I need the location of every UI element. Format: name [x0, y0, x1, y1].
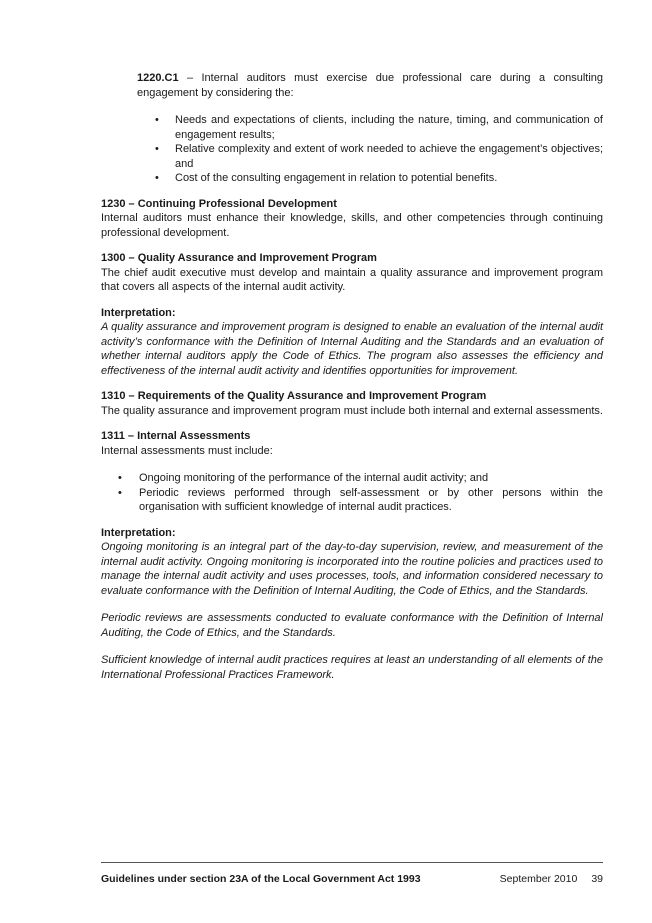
list-item-text: Ongoing monitoring of the performance of the internal audit activity; and — [139, 472, 489, 484]
section-1230-heading: 1230 – Continuing Professional Development — [101, 197, 337, 210]
section-1230-body: Internal auditors must enhance their knowledge, skills, and other competencies through continuing professional development. — [101, 212, 603, 239]
list-item-text: Needs and expectations of clients, including the nature, timing, and communication of engagement results; — [175, 114, 603, 141]
footer-title: Guidelines under section 23A of the Local Government Act 1993 — [101, 873, 421, 885]
list-item — [137, 171, 603, 186]
page-number: 39 — [591, 873, 603, 885]
list-item — [101, 486, 603, 515]
section-1220-c1-code: 1220.C1 — [137, 72, 179, 84]
list-item — [101, 471, 603, 486]
section-1311-interpretation-3: Sufficient knowledge of internal audit practices requires at least an understanding of all elements of the International Professional Practices Framework. — [101, 654, 603, 681]
bullet-icon: • — [155, 114, 159, 126]
section-1311-interpretation-2: Periodic reviews are assessments conducted to evaluate conformance with the Definition of Internal Auditing, the Code of Ethics, and the Standards. — [101, 612, 603, 639]
list-item-text: Cost of the consulting engagement in relation to potential benefits. — [175, 172, 498, 184]
section-1300-body: The chief audit executive must develop and maintain a quality assurance and improvement program that covers all aspects of the internal audit activity. — [101, 266, 603, 293]
bullet-icon: • — [155, 172, 159, 184]
section-1220-c1-bullets — [137, 113, 603, 186]
section-1311-bullets — [101, 471, 603, 515]
section-1220-c1-intro-text: – Internal auditors must exercise due professional care during a consulting engagement by considering the: — [137, 72, 603, 99]
footer-right — [500, 872, 603, 887]
section-1300-interpretation: A quality assurance and improvement program is designed to enable an evaluation of the internal audit activity’s conformance with the Definition of Internal Auditing and the Standards and an evaluation of whether internal auditors apply the Code of Ethics. The program also assesses the efficiency and effectiveness of the internal audit activity and identifies opportunities for improvement. — [101, 321, 603, 377]
list-item-text: Relative complexity and extent of work needed to achieve the engagement’s objectives; and — [175, 143, 603, 170]
section-1300-interpretation-label: Interpretation: — [101, 306, 176, 319]
list-item — [137, 142, 603, 171]
section-1220-c1 — [137, 71, 603, 100]
footer-date: September 2010 — [499, 873, 578, 885]
bullet-icon: • — [155, 143, 159, 155]
list-item-text: Periodic reviews performed through self-assessment or by other persons within the organisation with sufficient knowledge of internal audit practices. — [139, 486, 603, 513]
section-1300-heading: 1300 – Quality Assurance and Improvement Program — [101, 252, 377, 264]
page-footer — [101, 862, 603, 887]
section-1311-heading: 1311 – Internal Assessments — [101, 430, 251, 442]
section-1220-c1-intro — [137, 71, 603, 100]
section-1310-heading: 1310 – Requirements of the Quality Assurance and Improvement Program — [101, 390, 487, 402]
section-1311-interpretation-1: Ongoing monitoring is an integral part of the day-to-day supervision, review, and measurement of the internal audit activity. Ongoing monitoring is incorporated into the routine policies and practices used to manage the internal audit activity and uses processes, tools, and information considered necessary to evaluate conformance with the Definition of Internal Auditing, the Code of Ethics, and the Standards. — [101, 541, 603, 597]
section-1310-body: The quality assurance and improvement program must include both internal and external assessments. — [101, 404, 603, 417]
section-1311-interpretation-label: Interpretation: — [101, 526, 176, 539]
list-item — [137, 113, 603, 142]
bullet-icon: • — [118, 472, 122, 484]
bullet-icon: • — [118, 486, 122, 499]
section-1311-body: Internal assessments must include: — [101, 444, 273, 457]
page-content — [101, 71, 603, 682]
